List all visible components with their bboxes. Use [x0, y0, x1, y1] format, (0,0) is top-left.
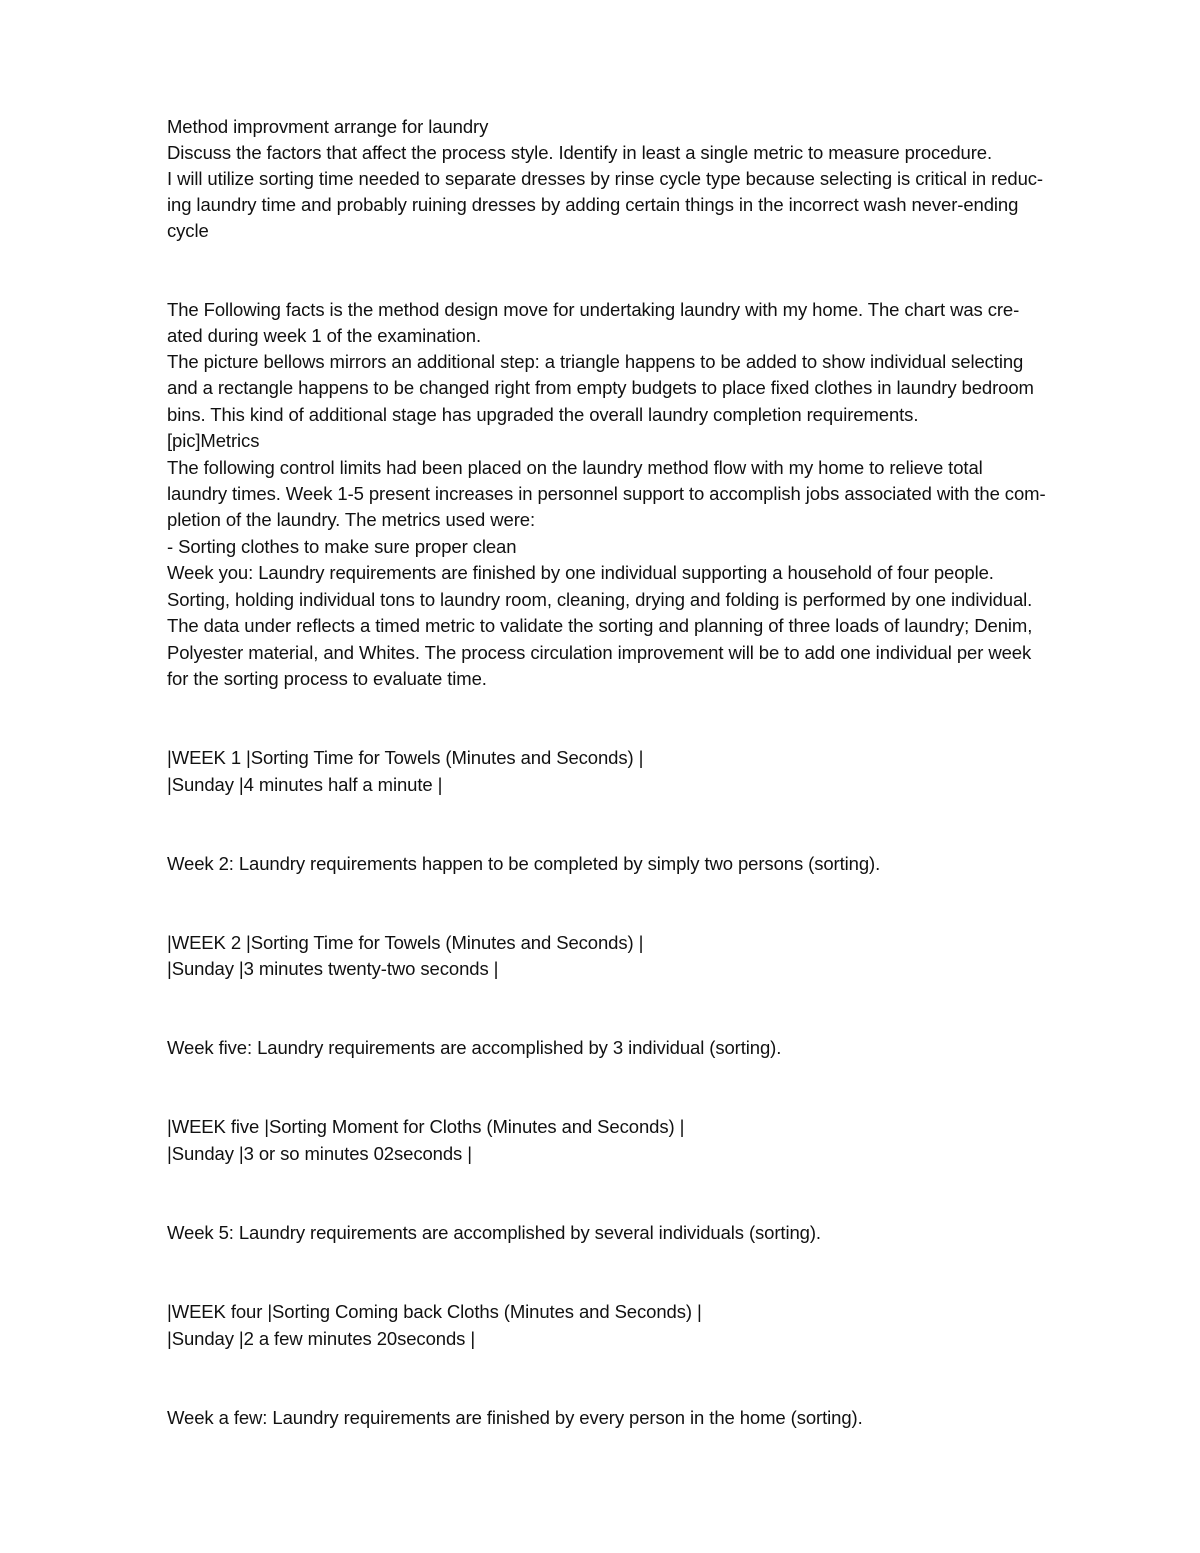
text-line: for the sorting process to evaluate time. [167, 668, 487, 689]
text-line: I will utilize sorting time needed to separate dresses by rinse cycle type because selecting is critical in reduc- [167, 168, 1043, 189]
text-line: Discuss the factors that affect the process style. Identify in least a single metric to measure procedure. [167, 142, 993, 163]
text-line: Week 2: Laundry requirements happen to be completed by simply two persons (sorting). [167, 853, 881, 874]
text-line: The Following facts is the method design move for undertaking laundry with my home. The chart was cre- [167, 299, 1020, 320]
text-line: - Sorting clothes to make sure proper clean [167, 536, 517, 557]
table-row: |WEEK 2 |Sorting Time for Towels (Minutes and Seconds) | [167, 932, 644, 953]
table-row: |Sunday |3 minutes twenty-two seconds | [167, 958, 499, 979]
text-line: Week a few: Laundry requirements are finished by every person in the home (sorting). [167, 1407, 863, 1428]
text-line: Sorting, holding individual tons to laundry room, cleaning, drying and folding is performed by one individual. [167, 589, 1033, 610]
table-row: |Sunday |3 or so minutes 02seconds | [167, 1143, 472, 1164]
text-line: cycle [167, 220, 209, 241]
table-row: |Sunday |2 a few minutes 20seconds | [167, 1328, 476, 1349]
text-line: Polyester material, and Whites. The process circulation improvement will be to add one individual per week [167, 642, 1032, 663]
section-heading: [pic]Metrics [167, 430, 260, 451]
text-line: Week 5: Laundry requirements are accomplished by several individuals (sorting). [167, 1222, 821, 1243]
text-line: The following control limits had been placed on the laundry method flow with my home to relieve total [167, 457, 983, 478]
table-row: |Sunday |4 minutes half a minute | [167, 774, 443, 795]
text-line: and a rectangle happens to be changed right from empty budgets to place fixed clothes in laundry bedroom [167, 377, 1034, 398]
text-line: bins. This kind of additional stage has upgraded the overall laundry completion requirements. [167, 404, 919, 425]
text-line: pletion of the laundry. The metrics used were: [167, 509, 535, 530]
text-line: ing laundry time and probably ruining dresses by adding certain things in the incorrect wash never-ending [167, 194, 1019, 215]
text-line: laundry times. Week 1-5 present increases in personnel support to accomplish jobs associated with the com- [167, 483, 1046, 504]
document-title: Method improvment arrange for laundry [167, 116, 489, 137]
table-row: |WEEK four |Sorting Coming back Cloths (Minutes and Seconds) | [167, 1301, 702, 1322]
text-line: The picture bellows mirrors an additional step: a triangle happens to be added to show individual selecting [167, 351, 1024, 372]
table-row: |WEEK five |Sorting Moment for Cloths (Minutes and Seconds) | [167, 1116, 685, 1137]
text-line: ated during week 1 of the examination. [167, 325, 481, 346]
text-line: Week you: Laundry requirements are finished by one individual supporting a household of four people. [167, 562, 994, 583]
table-row: |WEEK 1 |Sorting Time for Towels (Minutes and Seconds) | [167, 747, 644, 768]
text-line: Week five: Laundry requirements are accomplished by 3 individual (sorting). [167, 1037, 782, 1058]
text-line: The data under reflects a timed metric to validate the sorting and planning of three loads of laundry; Denim, [167, 615, 1033, 636]
